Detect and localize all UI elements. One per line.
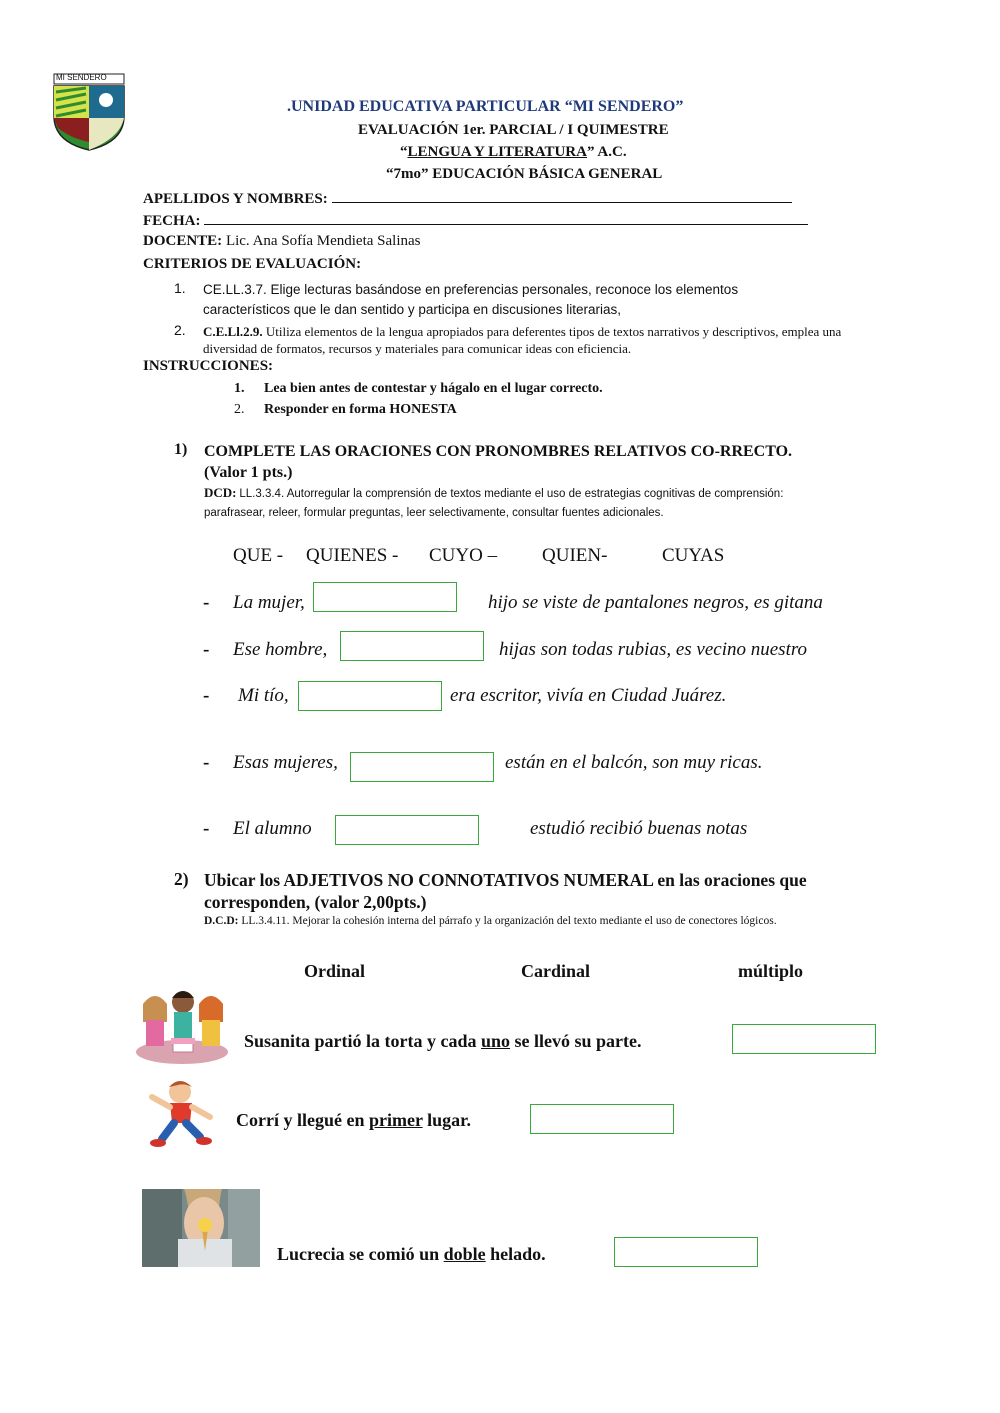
- school-name: .UNIDAD EDUCATIVA PARTICULAR “MI SENDERO”: [287, 98, 684, 115]
- column-multiplo: múltiplo: [738, 961, 804, 981]
- girl-ice-cream-photo: [142, 1189, 260, 1267]
- subject-open-quote: “: [400, 144, 408, 160]
- q2-sentence-2: [236, 1110, 471, 1131]
- q2-title: Ubicar los ADJETIVOS NO CONNOTATIVOS NUMERAL en las oraciones que corresponden, (valor 2,00pts.): [204, 870, 807, 912]
- q1-answer-field-4[interactable]: [350, 752, 494, 782]
- q2-dcd: [204, 912, 844, 931]
- q1-sentence-2-before: Ese hombre,: [233, 639, 328, 660]
- names-row: [143, 188, 792, 208]
- q2-answer-field-1[interactable]: [732, 1024, 876, 1054]
- word-bank-que: QUE -: [233, 545, 284, 566]
- teacher-row: [143, 233, 420, 250]
- instruction-text-1: Lea bien antes de contestar y hágalo en el lugar correcto.: [264, 381, 603, 396]
- logo-text: MI SENDERO: [56, 73, 107, 82]
- subject-suffix: ” A.C.: [586, 144, 627, 160]
- q2-sentence-3: [277, 1244, 546, 1265]
- q2-number: 2): [174, 869, 189, 889]
- names-label: APELLIDOS Y NOMBRES:: [143, 191, 328, 207]
- exam-title: EVALUACIÓN 1er. PARCIAL / I QUIMESTRE: [358, 122, 669, 138]
- q1-answer-field-5[interactable]: [335, 815, 479, 845]
- q1-sentence-4-after: están en el balcón, son muy ricas.: [505, 752, 763, 773]
- q1-number: 1): [174, 441, 188, 458]
- q2-sentence-2-after: lugar.: [422, 1110, 471, 1130]
- q1-dash-4: -: [203, 752, 210, 773]
- word-bank-cuyo: CUYO –: [429, 545, 498, 566]
- q2-keyword-uno: uno: [481, 1031, 511, 1051]
- grade-line: “7mo” EDUCACIÓN BÁSICA GENERAL: [386, 166, 663, 182]
- q2-dcd-label: D.C.D:: [204, 915, 239, 927]
- q1-sentence-3-after: era escritor, vivía en Ciudad Juárez.: [450, 685, 727, 706]
- q1-answer-field-3[interactable]: [298, 681, 442, 711]
- criteria-num-1: 1.: [174, 280, 186, 296]
- q1-sentence-5-after: estudió recibió buenas notas: [530, 818, 748, 839]
- teacher-name: Lic. Ana Sofía Mendieta Salinas: [225, 233, 421, 249]
- criteria-body-2: Utiliza elementos de la lengua apropiados para deferentes tipos de textos narrativos y descriptivos, emplea una diversidad de formatos, recursos y materiales para comunicar ideas con eficiencia.: [203, 324, 842, 356]
- q2-sentence-3-before: Lucrecia se comió un: [277, 1244, 444, 1264]
- criteria-code-2: C.E.Ll.2.9.: [203, 324, 263, 339]
- q2-sentence-1-before: Susanita partió la torta y cada: [244, 1031, 482, 1051]
- column-cardinal: Cardinal: [521, 961, 591, 981]
- q1-dcd-text: LL.3.3.4. Autorregular la comprensión de textos mediante el uso de estrategias cognitivas de comprensión: parafrasear, releer, formular preguntas, leer selectivamente, consultar fuentes adicionales.: [204, 488, 784, 519]
- q1-sentence-1-before: La mujer,: [233, 592, 305, 613]
- instructions-title: INSTRUCCIONES:: [143, 358, 274, 374]
- q2-sentence-1: [244, 1031, 642, 1052]
- criteria-title: CRITERIOS DE EVALUACIÓN:: [143, 256, 362, 272]
- q2-answer-field-3[interactable]: [614, 1237, 758, 1267]
- subject-line: [400, 144, 627, 161]
- q1-sentence-2-after: hijas son todas rubias, es vecino nuestro: [499, 639, 808, 660]
- q1-sentence-3-before: Mi tío,: [238, 685, 289, 706]
- instruction-num-2: 2.: [234, 402, 245, 417]
- instruction-text-2: Responder en forma HONESTA: [264, 402, 457, 417]
- column-ordinal: Ordinal: [304, 961, 366, 981]
- q1-answer-field-2[interactable]: [340, 631, 484, 661]
- q2-dcd-text: LL.3.4.11. Mejorar la cohesión interna del párrafo y la organización del texto mediante el uso de conectores lógicos.: [241, 915, 777, 927]
- girls-sharing-cake-image: [133, 982, 231, 1068]
- q1-sentence-5-before: El alumno: [233, 818, 312, 839]
- q1-answer-field-1[interactable]: [313, 582, 457, 612]
- q2-sentence-2-before: Corrí y llegué en: [236, 1110, 369, 1130]
- word-bank-quienes: QUIENES -: [306, 545, 399, 566]
- q1-dash-2: -: [203, 639, 210, 660]
- date-label: FECHA:: [143, 213, 201, 229]
- criteria-text-2: [203, 323, 863, 357]
- word-bank-quien: QUIEN-: [542, 545, 608, 566]
- q1-dcd: [204, 483, 844, 523]
- q2-keyword-primer: primer: [368, 1110, 423, 1130]
- q1-sentence-4-before: Esas mujeres,: [233, 752, 338, 773]
- q2-answer-field-2[interactable]: [530, 1104, 674, 1134]
- q2-keyword-doble: doble: [443, 1244, 486, 1264]
- q1-dash-5: -: [203, 818, 210, 839]
- q1-title: COMPLETE LAS ORACIONES CON PRONOMBRES RELATIVOS CO-RRECTO. (Valor 1 pts.): [204, 443, 793, 481]
- teacher-label: DOCENTE:: [143, 233, 223, 249]
- subject-name: LENGUA Y LITERATURA: [407, 144, 587, 160]
- date-row: [143, 210, 808, 230]
- q1-sentence-1-after: hijo se viste de pantalones negros, es gitana: [488, 592, 823, 613]
- date-input-line[interactable]: [204, 210, 808, 225]
- q1-dash-3: -: [203, 685, 210, 706]
- criteria-text-1: CE.LL.3.7. Elige lecturas basándose en preferencias personales, reconoce los elementos característicos que le dan sentido y participa en discusiones literarias,: [203, 282, 739, 317]
- running-boy-image: [140, 1077, 218, 1151]
- names-input-line[interactable]: [332, 188, 792, 203]
- q1-dash-1: -: [203, 592, 210, 613]
- criteria-num-2: 2.: [174, 322, 186, 338]
- q2-sentence-1-after: se llevó su parte.: [510, 1031, 642, 1051]
- q2-sentence-3-after: helado.: [485, 1244, 546, 1264]
- school-logo: [50, 72, 128, 152]
- instruction-num-1: 1.: [234, 381, 245, 396]
- word-bank-cuyas: CUYAS: [662, 545, 725, 566]
- q1-dcd-label: DCD:: [204, 485, 237, 500]
